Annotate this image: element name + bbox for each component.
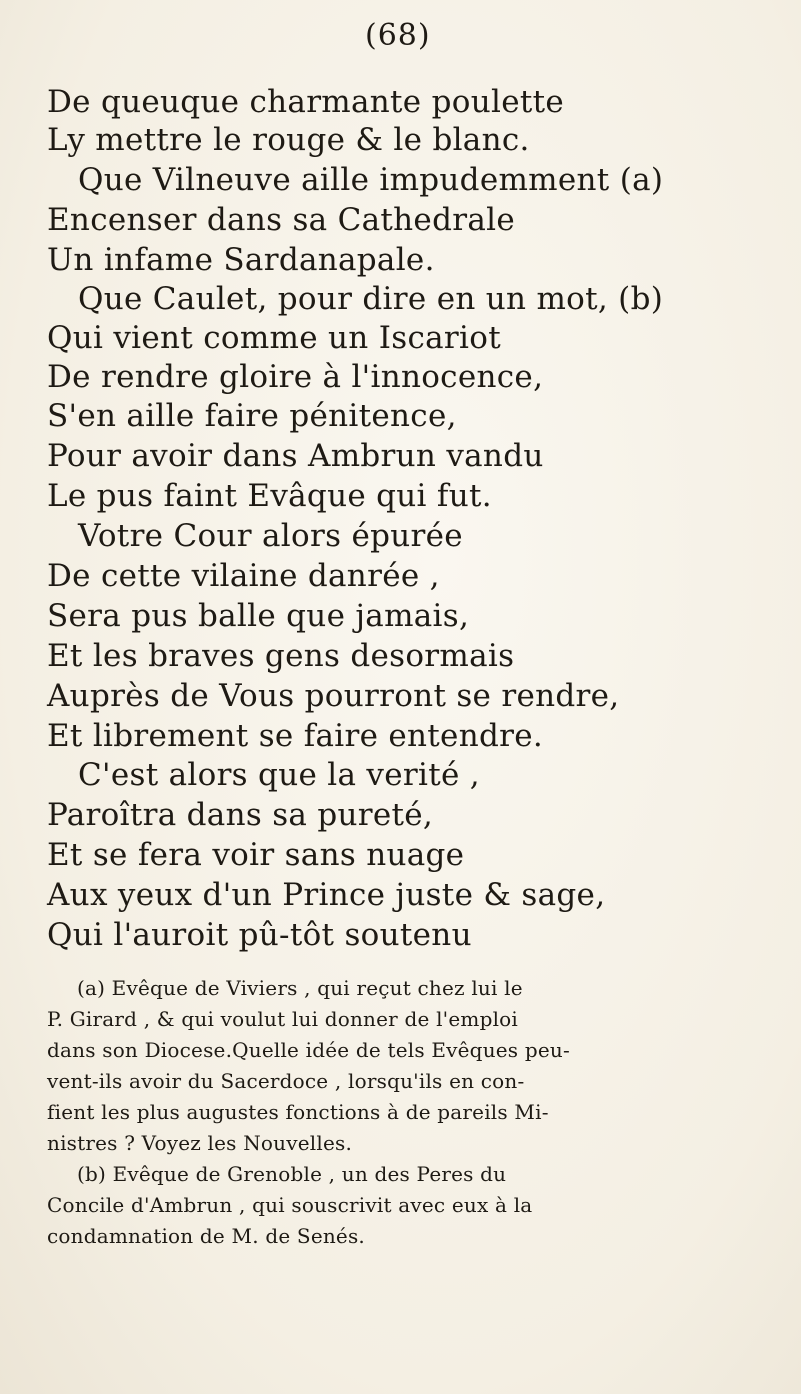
footnote-line: P. Girard , & qui voulut lui donner de l'emploi (47, 1007, 519, 1031)
footnote-line: condamnation de M. de Senés. (47, 1224, 365, 1248)
poem-line: Ly mettre le rouge & le blanc. (47, 122, 530, 158)
poem-line: Que Vilneuve aille impudemment (a) (78, 162, 664, 198)
poem-line: Paroîtra dans sa pureté, (47, 797, 434, 833)
poem-line: Que Caulet, pour dire en un mot, (b) (78, 281, 664, 317)
poem-line: De queuque charmante poulette (47, 84, 565, 120)
footnote-line: Concile d'Ambrun , qui souscrivit avec eux à la (47, 1193, 533, 1217)
footnote-line: dans son Diocese.Quelle idée de tels Evêques peu- (47, 1038, 570, 1062)
page-number: (68) (365, 18, 431, 53)
poem-line: Sera pus balle que jamais, (47, 598, 470, 634)
footnote-line: (b) Evêque de Grenoble , un des Peres du (77, 1162, 507, 1186)
poem-line: Votre Cour alors épurée (78, 518, 463, 554)
poem-line: C'est alors que la verité , (78, 757, 480, 793)
poem-line: Pour avoir dans Ambrun vandu (47, 438, 544, 474)
poem-line: Qui vient comme un Iscariot (47, 320, 501, 356)
poem-line: De cette vilaine danrée , (47, 558, 440, 594)
poem-line: Aux yeux d'un Prince juste & sage, (47, 877, 606, 913)
footnote-line: nistres ? Voyez les Nouvelles. (47, 1131, 353, 1155)
footnote-line: vent-ils avoir du Sacerdoce , lorsqu'ils en con- (47, 1069, 525, 1093)
poem-line: Le pus faint Evâque qui fut. (47, 478, 492, 514)
footnote-line: fient les plus augustes fonctions à de pareils Mi- (47, 1100, 549, 1124)
footnote-line: (a) Evêque de Viviers , qui reçut chez lui le (77, 976, 523, 1000)
poem-line: Et les braves gens desormais (47, 638, 515, 674)
poem-line: S'en aille faire pénitence, (47, 398, 457, 434)
poem-line: Et se fera voir sans nuage (47, 837, 465, 873)
poem-line: Et librement se faire entendre. (47, 718, 544, 754)
poem-line: De rendre gloire à l'innocence, (47, 359, 544, 395)
poem-line: Qui l'auroit pû-tôt soutenu (47, 917, 472, 953)
poem-line: Auprès de Vous pourront se rendre, (47, 678, 620, 714)
poem-line: Encenser dans sa Cathedrale (47, 202, 515, 238)
poem-line: Un infame Sardanapale. (47, 242, 435, 278)
